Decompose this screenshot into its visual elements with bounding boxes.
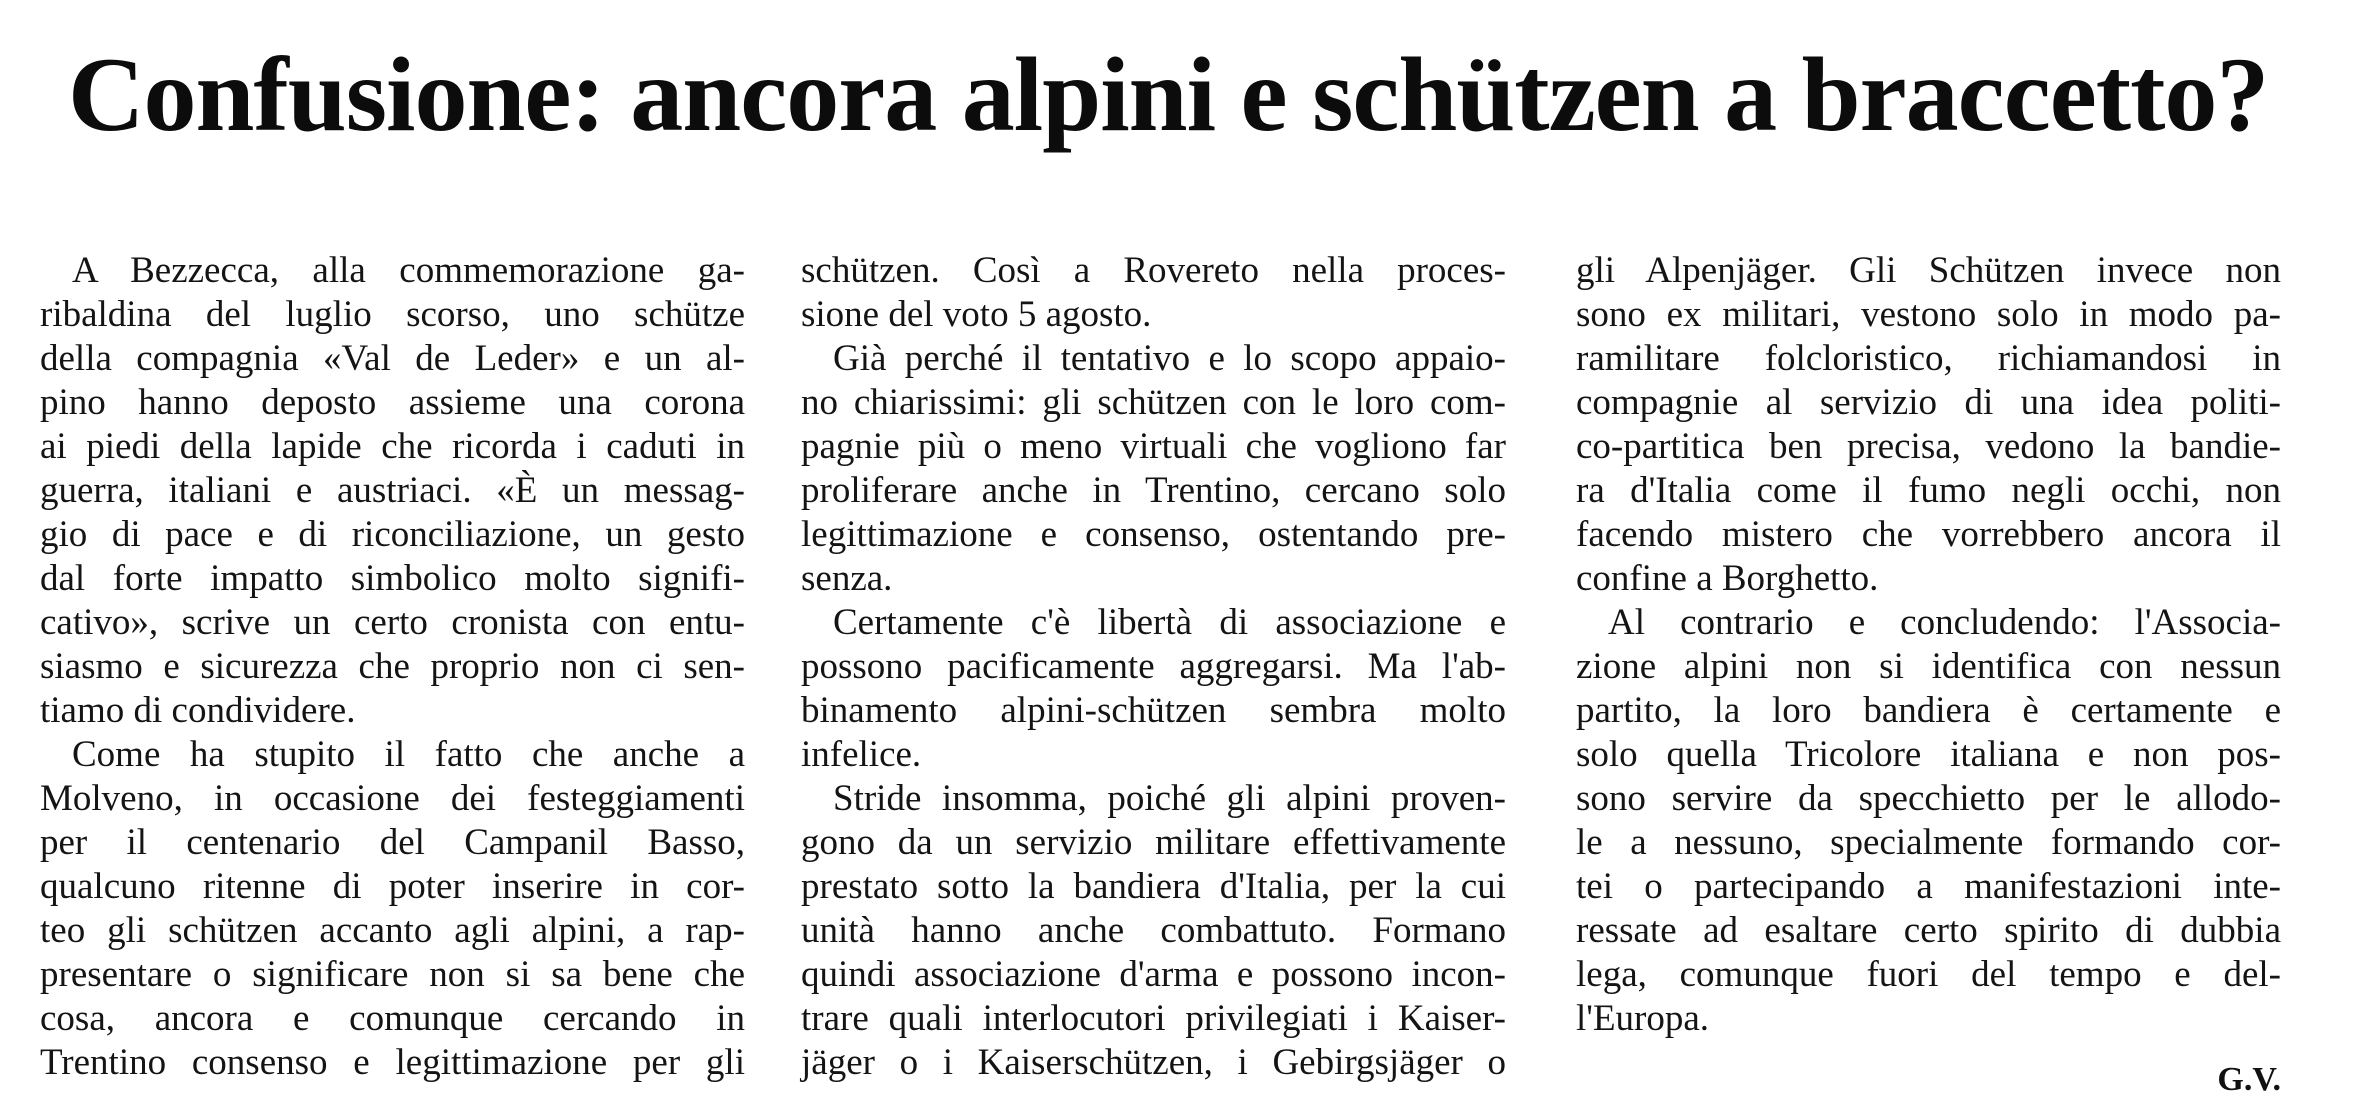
text-line: partito, la loro bandiera è certamente e xyxy=(1576,690,2281,731)
text-line: legittimazione e consenso, ostentando pre- xyxy=(801,514,1506,555)
text-line: ramilitare folcloristico, richiamandosi in xyxy=(1576,338,2281,379)
text-line: ai piedi della lapide che ricorda i caduti in xyxy=(40,426,745,467)
text-line: zione alpini non si identifica con nessun xyxy=(1576,646,2281,687)
text-line: infelice. xyxy=(801,734,922,775)
text-line: le a nessuno, specialmente formando cor- xyxy=(1576,822,2281,863)
text-line: ribaldina del luglio scorso, uno schütze xyxy=(40,294,745,335)
article-column-2 xyxy=(801,249,1506,1085)
text-line: Stride insomma, poiché gli alpini proven- xyxy=(833,778,1506,819)
text-line: tiamo di condividere. xyxy=(40,690,356,731)
text-line: no chiarissimi: gli schützen con le loro com- xyxy=(801,382,1506,423)
text-line: Come ha stupito il fatto che anche a xyxy=(72,734,745,775)
text-line: schützen. Così a Rovereto nella proces- xyxy=(801,250,1506,291)
text-line: sono servire da specchietto per le allodo- xyxy=(1576,778,2281,819)
text-line: confine a Borghetto. xyxy=(1576,558,1879,599)
article-column-3 xyxy=(1576,249,2281,1041)
text-line: gono da un servizio militare effettivamente xyxy=(801,822,1506,863)
text-line: guerra, italiani e austriaci. «È un messag- xyxy=(40,470,745,511)
text-line: per il centenario del Campanil Basso, xyxy=(40,822,745,863)
text-line: quindi associazione d'arma e possono incon- xyxy=(801,954,1506,995)
text-line: jäger o i Kaiserschützen, i Gebirgsjäger o xyxy=(801,1042,1506,1083)
text-line: teo gli schützen accanto agli alpini, a rap- xyxy=(40,910,745,951)
text-line: ressate ad esaltare certo spirito di dubbia xyxy=(1576,910,2281,951)
text-line: possono pacificamente aggregarsi. Ma l'ab- xyxy=(801,646,1506,687)
text-line: tei o partecipando a manifestazioni inte- xyxy=(1576,866,2281,907)
text-line: Trentino consenso e legittimazione per gli xyxy=(40,1042,745,1083)
text-line: unità hanno anche combattuto. Formano xyxy=(801,910,1506,951)
text-line: proliferare anche in Trentino, cercano solo xyxy=(801,470,1506,511)
text-line: cosa, ancora e comunque cercando in xyxy=(40,998,745,1039)
text-line: binamento alpini-schützen sembra molto xyxy=(801,690,1506,731)
text-line: Già perché il tentativo e lo scopo appaio- xyxy=(833,338,1506,379)
text-line: gio di pace e di riconciliazione, un gesto xyxy=(40,514,745,555)
text-line: solo quella Tricolore italiana e non pos- xyxy=(1576,734,2281,775)
text-line: sione del voto 5 agosto. xyxy=(801,294,1152,335)
text-line: co-partitica ben precisa, vedono la bandie- xyxy=(1576,426,2281,467)
text-line: pagnie più o meno virtuali che vogliono far xyxy=(801,426,1506,467)
article-column-1 xyxy=(40,249,745,1085)
text-line: facendo mistero che vorrebbero ancora il xyxy=(1576,514,2281,555)
text-line: sono ex militari, vestono solo in modo pa- xyxy=(1576,294,2281,335)
text-line: senza. xyxy=(801,558,893,599)
author-signature: G.V. xyxy=(2217,1061,2281,1098)
text-line: Certamente c'è libertà di associazione e xyxy=(833,602,1506,643)
text-line: Molveno, in occasione dei festeggiamenti xyxy=(40,778,745,819)
text-line: ra d'Italia come il fumo negli occhi, non xyxy=(1576,470,2281,511)
text-line: della compagnia «Val de Leder» e un al- xyxy=(40,338,745,379)
text-line: siasmo e sicurezza che proprio non ci sen- xyxy=(40,646,745,687)
text-line: qualcuno ritenne di poter inserire in cor- xyxy=(40,866,745,907)
text-line: Al contrario e concludendo: l'Associa- xyxy=(1608,602,2281,643)
text-line: cativo», scrive un certo cronista con entu- xyxy=(40,602,745,643)
text-line: compagnie al servizio di una idea politi- xyxy=(1576,382,2281,423)
text-line: pino hanno deposto assieme una corona xyxy=(40,382,745,423)
text-line: lega, comunque fuori del tempo e del- xyxy=(1576,954,2281,995)
text-line: gli Alpenjäger. Gli Schützen invece non xyxy=(1576,250,2281,291)
text-line: l'Europa. xyxy=(1576,998,1710,1039)
text-line: trare quali interlocutori privilegiati i Kaiser- xyxy=(801,998,1506,1039)
article-headline: Confusione: ancora alpini e schützen a braccetto? xyxy=(68,36,2269,153)
text-line: presentare o significare non si sa bene che xyxy=(40,954,745,995)
text-line: A Bezzecca, alla commemorazione ga- xyxy=(72,250,745,291)
text-line: prestato sotto la bandiera d'Italia, per la cui xyxy=(801,866,1506,907)
text-line: dal forte impatto simbolico molto signifi- xyxy=(40,558,745,599)
